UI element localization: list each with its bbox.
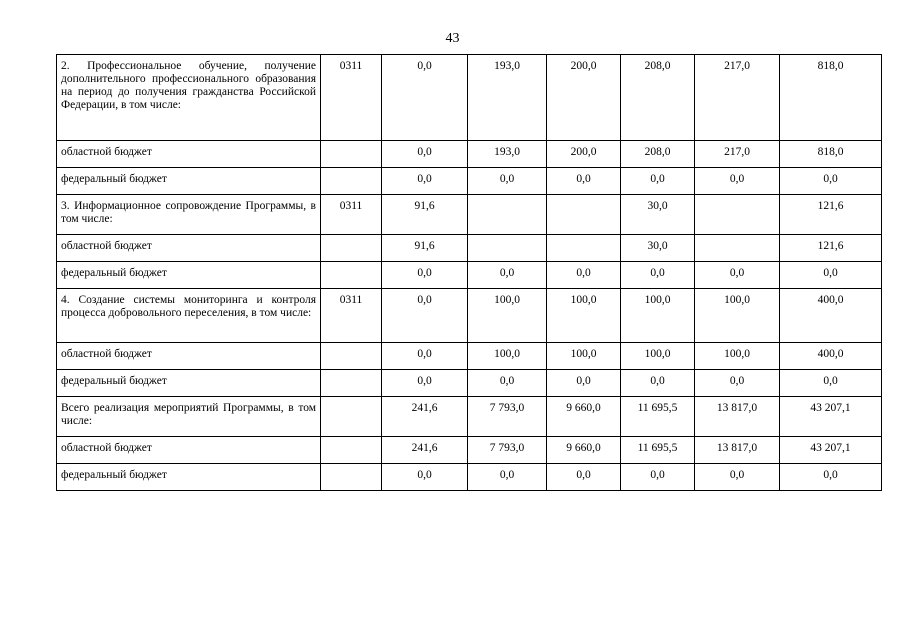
cell-value: 9 660,0 <box>547 437 621 464</box>
row-code <box>321 464 382 491</box>
cell-value: 13 817,0 <box>695 397 780 437</box>
cell-value: 30,0 <box>621 195 695 235</box>
cell-value: 91,6 <box>382 235 468 262</box>
row-name: Всего реализация мероприятий Программы, в том числе: <box>57 397 321 437</box>
cell-value: 0,0 <box>695 262 780 289</box>
row-name: областной бюджет <box>57 343 321 370</box>
cell-total: 0,0 <box>780 262 882 289</box>
row-code <box>321 235 382 262</box>
cell-value: 100,0 <box>547 289 621 343</box>
row-name: 4. Создание системы мониторинга и контроля процесса добровольного переселения, в том числе: <box>57 289 321 343</box>
cell-value: 9 660,0 <box>547 397 621 437</box>
cell-value: 0,0 <box>382 343 468 370</box>
page-number: 43 <box>445 31 460 46</box>
cell-value: 0,0 <box>621 262 695 289</box>
cell-value: 100,0 <box>621 343 695 370</box>
cell-value: 217,0 <box>695 55 780 141</box>
cell-value: 193,0 <box>468 55 547 141</box>
cell-value: 0,0 <box>547 370 621 397</box>
cell-value: 100,0 <box>468 343 547 370</box>
cell-value: 0,0 <box>695 168 780 195</box>
cell-value: 100,0 <box>621 289 695 343</box>
budget-table <box>56 54 882 491</box>
cell-value: 13 817,0 <box>695 437 780 464</box>
cell-value: 100,0 <box>695 289 780 343</box>
table-row <box>57 195 882 235</box>
cell-value: 0,0 <box>382 370 468 397</box>
cell-value: 193,0 <box>468 141 547 168</box>
cell-total: 400,0 <box>780 289 882 343</box>
cell-value: 0,0 <box>468 168 547 195</box>
cell-value: 0,0 <box>621 370 695 397</box>
cell-value: 0,0 <box>382 262 468 289</box>
table-row <box>57 464 882 491</box>
cell-value <box>695 195 780 235</box>
cell-value: 200,0 <box>547 55 621 141</box>
table-row <box>57 55 882 141</box>
cell-value: 11 695,5 <box>621 397 695 437</box>
cell-value: 0,0 <box>695 370 780 397</box>
table-row <box>57 289 882 343</box>
row-name: 3. Информационное сопровождение Программы, в том числе: <box>57 195 321 235</box>
cell-value: 0,0 <box>621 168 695 195</box>
cell-total: 400,0 <box>780 343 882 370</box>
cell-value: 91,6 <box>382 195 468 235</box>
row-name: областной бюджет <box>57 141 321 168</box>
cell-value: 208,0 <box>621 141 695 168</box>
cell-value: 0,0 <box>382 464 468 491</box>
cell-value <box>468 235 547 262</box>
cell-value: 30,0 <box>621 235 695 262</box>
cell-total: 0,0 <box>780 168 882 195</box>
cell-value: 0,0 <box>621 464 695 491</box>
cell-value: 241,6 <box>382 397 468 437</box>
cell-total: 121,6 <box>780 195 882 235</box>
row-code <box>321 168 382 195</box>
cell-value: 100,0 <box>468 289 547 343</box>
cell-value: 0,0 <box>468 464 547 491</box>
row-code <box>321 141 382 168</box>
row-name: федеральный бюджет <box>57 464 321 491</box>
cell-value <box>695 235 780 262</box>
cell-value: 100,0 <box>695 343 780 370</box>
row-code: 0311 <box>321 195 382 235</box>
table-row <box>57 437 882 464</box>
cell-value: 241,6 <box>382 437 468 464</box>
cell-total: 43 207,1 <box>780 397 882 437</box>
cell-value: 200,0 <box>547 141 621 168</box>
cell-value: 0,0 <box>382 141 468 168</box>
cell-value: 7 793,0 <box>468 397 547 437</box>
cell-value: 0,0 <box>382 289 468 343</box>
row-code <box>321 370 382 397</box>
table-row <box>57 343 882 370</box>
row-code: 0311 <box>321 289 382 343</box>
cell-value <box>547 235 621 262</box>
cell-total: 0,0 <box>780 370 882 397</box>
cell-value: 0,0 <box>547 262 621 289</box>
cell-value: 11 695,5 <box>621 437 695 464</box>
cell-value: 0,0 <box>382 55 468 141</box>
row-code: 0311 <box>321 55 382 141</box>
cell-value: 0,0 <box>382 168 468 195</box>
row-name: областной бюджет <box>57 235 321 262</box>
cell-value: 0,0 <box>468 370 547 397</box>
cell-value <box>547 195 621 235</box>
cell-value: 0,0 <box>547 168 621 195</box>
cell-value <box>468 195 547 235</box>
cell-total: 818,0 <box>780 141 882 168</box>
row-name: федеральный бюджет <box>57 262 321 289</box>
table-row <box>57 397 882 437</box>
cell-total: 0,0 <box>780 464 882 491</box>
table-row <box>57 262 882 289</box>
cell-value: 7 793,0 <box>468 437 547 464</box>
cell-value: 217,0 <box>695 141 780 168</box>
row-code <box>321 437 382 464</box>
cell-value: 0,0 <box>547 464 621 491</box>
cell-total: 121,6 <box>780 235 882 262</box>
cell-total: 43 207,1 <box>780 437 882 464</box>
row-name: 2. Профессиональное обучение, получение дополнительного профессионального образования на период до получения гражданства Российской Федерации, в том числе: <box>57 55 321 141</box>
cell-value: 0,0 <box>468 262 547 289</box>
cell-value: 100,0 <box>547 343 621 370</box>
table-row <box>57 235 882 262</box>
cell-total: 818,0 <box>780 55 882 141</box>
row-name: федеральный бюджет <box>57 168 321 195</box>
table-row <box>57 370 882 397</box>
table-row <box>57 168 882 195</box>
cell-value: 0,0 <box>695 464 780 491</box>
row-name: федеральный бюджет <box>57 370 321 397</box>
row-code <box>321 397 382 437</box>
table-row <box>57 141 882 168</box>
cell-value: 208,0 <box>621 55 695 141</box>
row-code <box>321 262 382 289</box>
row-code <box>321 343 382 370</box>
row-name: областной бюджет <box>57 437 321 464</box>
